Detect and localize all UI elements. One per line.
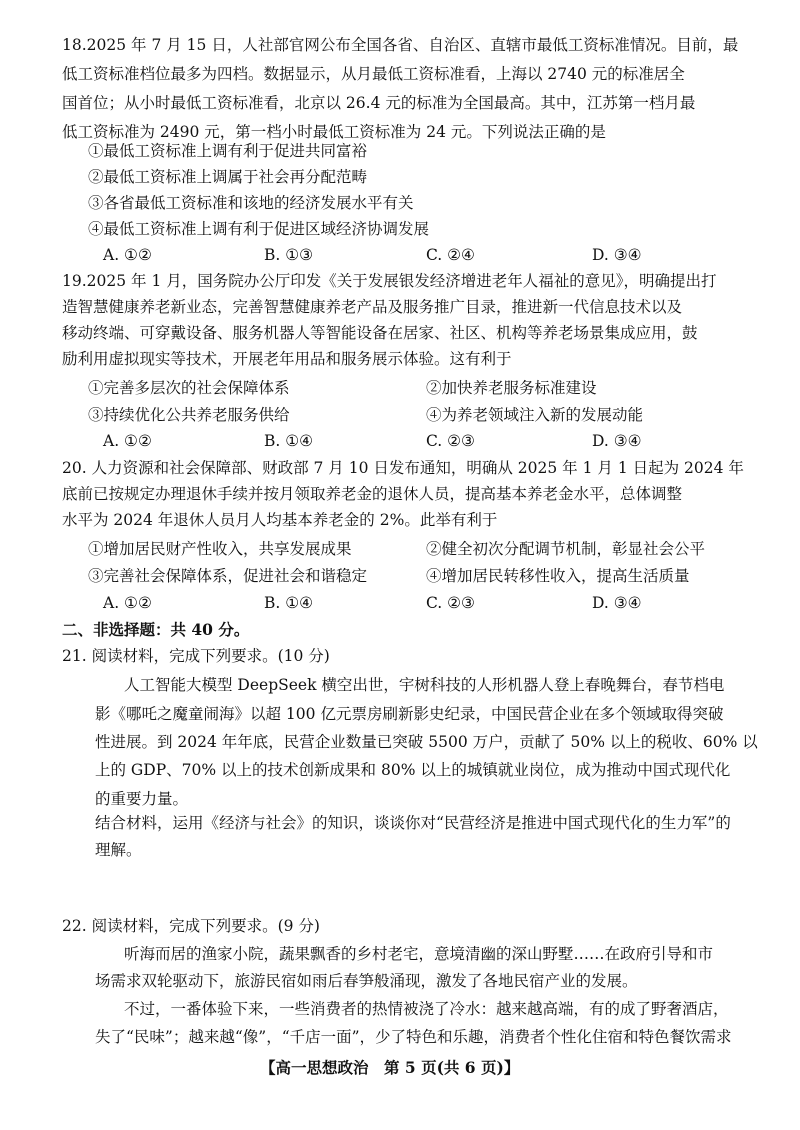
q20-option-d: D. ③④ [592,594,642,612]
q19-statement-4: ④为养老领域注入新的发展动能 [426,406,644,424]
q18-statement-2: ②最低工资标准上调属于社会再分配范畴 [88,168,368,186]
q19-option-c: C. ②③ [426,432,475,450]
q18-line-2: 低工资标准档位最多为四档。数据显示，从月最低工资标准看，上海以 2740 元的标准居全 [62,65,685,83]
q22-heading: 22. 阅读材料，完成下列要求。(9 分) [62,917,320,935]
q20-line-2: 底前已按规定办理退休手续并按月领取养老金的退休人员，提高基本养老金水平，总体调整 [62,485,683,503]
q22-material-line-2: 场需求双轮驱动下，旅游民宿如雨后春笋般涌现，激发了各地民宿产业的发展。 [95,972,638,990]
q18-line-1: 18.2025 年 7 月 15 日，人社部官网公布全国各省、自治区、直辖市最低工资标准情况。目前，最 [62,36,739,54]
q22-material-line-3: 不过，一番体验下来，一些消费者的热情被浇了冷水：越来越高端，有的成了野奢酒店， [124,1000,729,1018]
q19-line-4: 励利用虚拟现实等技术，开展老年用品和服务展示体验。这有利于 [62,350,512,368]
q19-statement-2: ②加快养老服务标准建设 [426,379,597,397]
q19-option-b: B. ①④ [264,432,314,450]
q18-statement-4: ④最低工资标准上调有利于促进区域经济协调发展 [88,220,430,238]
q18-line-4: 低工资标准为 2490 元，第一档小时最低工资标准为 24 元。下列说法正确的是 [62,123,606,141]
q22-material-line-4: 失了“民味”；越来越“像”，“千店一面”，少了特色和乐趣，消费者个性化住宿和特色餐饮需求 [95,1028,732,1046]
q18-option-d: D. ③④ [592,246,642,264]
q19-statement-3: ③持续优化公共养老服务供给 [88,406,290,424]
q18-line-3: 国首位；从小时最低工资标准看，北京以 26.4 元的标准为全国最高。其中，江苏第一档月最 [62,94,696,112]
page-footer: 【高一思想政治 第 5 页(共 6 页)】 [260,1058,520,1077]
q18-option-a: A. ①② [103,246,152,264]
q21-material-line-1: 人工智能大模型 DeepSeek 横空出世，宇树科技的人形机器人登上春晚舞台，春节档电 [124,676,725,694]
q21-material-line-4: 上的 GDP、70% 以上的技术创新成果和 80% 以上的城镇就业岗位，成为推动中国式现代化 [95,761,731,779]
q19-line-1: 19.2025 年 1 月，国务院办公厅印发《关于发展银发经济增进老年人福祉的意见》，明确提出打 [62,272,717,290]
q20-line-1: 20. 人力资源和社会保障部、财政部 7 月 10 日发布通知，明确从 2025 年 1 月 1 日起为 2024 年 [62,459,744,477]
q18-statement-1: ①最低工资标准上调有利于促进共同富裕 [88,142,368,160]
q21-material-line-5: 的重要力量。 [95,790,189,808]
q20-line-3: 水平为 2024 年退休人员月人均基本养老金的 2%。此举有利于 [62,511,498,529]
q20-option-c: C. ②③ [426,594,475,612]
q19-line-3: 移动终端、可穿戴设备、服务机器人等智能设备在居家、社区、机构等养老场景集成应用，鼓 [62,324,698,342]
q19-statement-1: ①完善多层次的社会保障体系 [88,379,290,397]
q20-statement-1: ①增加居民财产性收入，共享发展成果 [88,540,352,558]
q18-option-c: C. ②④ [426,246,475,264]
q21-task-line-1: 结合材料，运用《经济与社会》的知识，谈谈你对“民营经济是推进中国式现代化的生力军”的 [95,814,731,832]
section-heading: 二、非选择题：共 40 分。 [62,620,250,639]
q20-statement-3: ③完善社会保障体系，促进社会和谐稳定 [88,567,368,585]
q19-option-d: D. ③④ [592,432,642,450]
q18-statement-3: ③各省最低工资标准和该地的经济发展水平有关 [88,194,414,212]
q21-task-line-2: 理解。 [95,841,142,859]
q20-option-a: A. ①② [103,594,152,612]
q21-material-line-3: 性进展。到 2024 年年底，民营企业数量已突破 5500 万户，贡献了 50% 以上的税收、60% 以 [95,733,758,751]
q21-material-line-2: 影《哪吒之魔童闹海》以超 100 亿元票房刷新影史纪录，中国民营企业在多个领域取得突破 [95,705,724,723]
q21-heading: 21. 阅读材料，完成下列要求。(10 分) [62,647,330,665]
q20-statement-4: ④增加居民转移性收入，提高生活质量 [426,567,690,585]
q19-line-2: 造智慧健康养老新业态，完善智慧健康养老产品及服务推广目录，推进新一代信息技术以及 [62,298,683,316]
q20-statement-2: ②健全初次分配调节机制，彰显社会公平 [426,540,706,558]
q20-option-b: B. ①④ [264,594,314,612]
q19-option-a: A. ①② [103,432,152,450]
q18-option-b: B. ①③ [264,246,314,264]
q22-material-line-1: 听海而居的渔家小院，蔬果飘香的乡村老宅，意境清幽的深山野墅……在政府引导和市 [124,945,714,963]
